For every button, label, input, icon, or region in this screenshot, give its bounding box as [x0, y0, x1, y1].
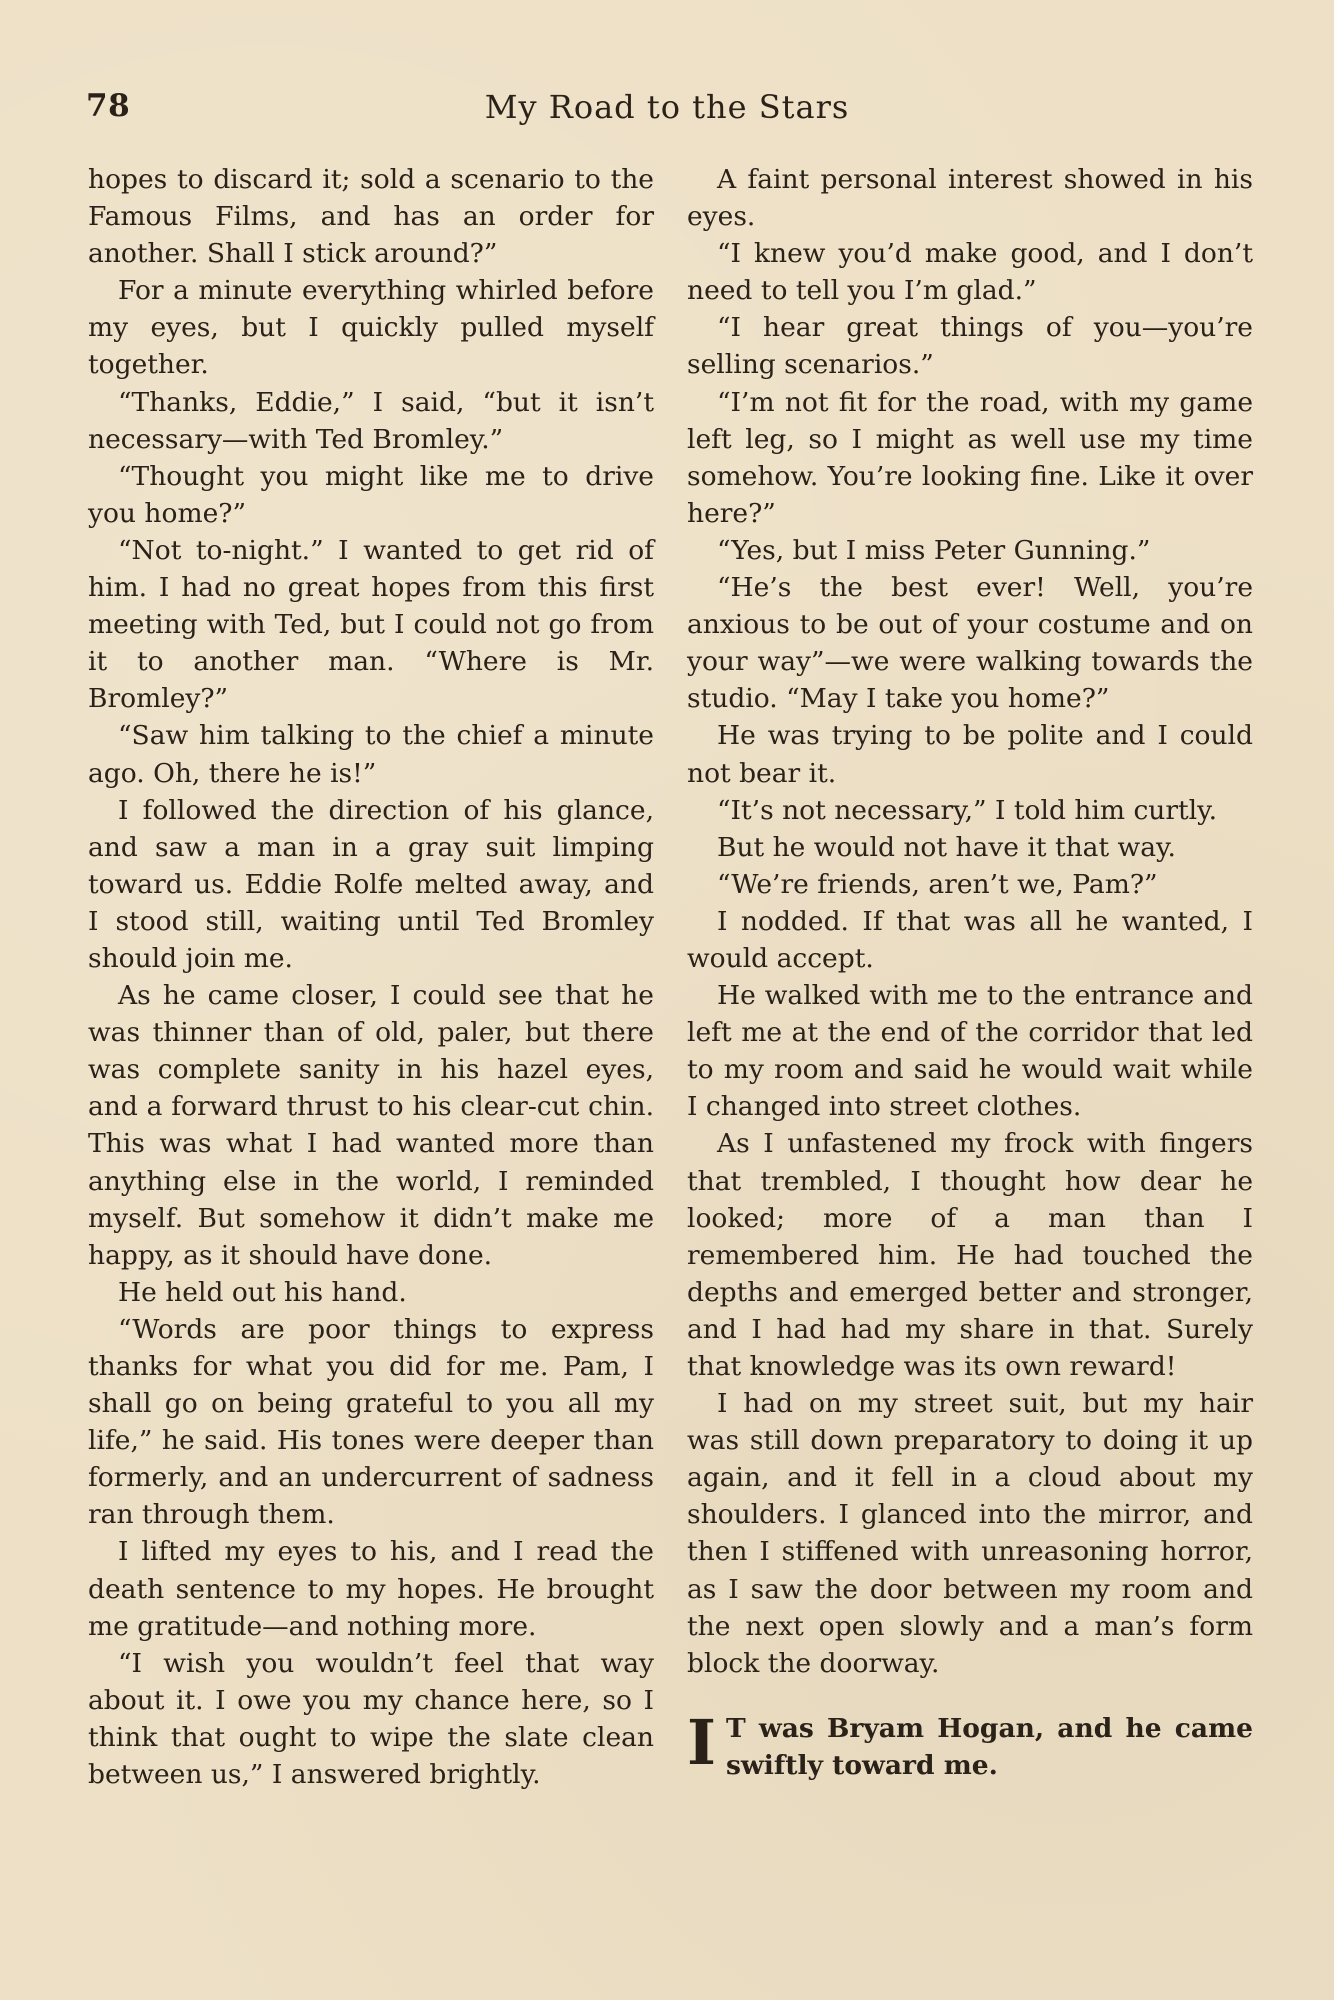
paragraph: For a minute everything whirled before my eyes, but I quickly pulled myself together. — [88, 275, 654, 381]
paragraph: As he came closer, I could see that he was thinner than of old, paler, but there was complete sanity in his hazel eyes, and a forward thrust to his clear-cut chin. This was what I had wanted more than anything else in the world, I reminded myself. But somehow it didn’t make me happy, as it should have done. — [88, 980, 654, 1271]
paragraph: “We’re friends, aren’t we, Pam?” — [717, 868, 1158, 900]
paragraph: “Thanks, Eddie,” I said, “but it isn’t necessary—with Ted Bromley.” — [88, 386, 654, 455]
paragraph: But he would not have it that way. — [717, 831, 1176, 863]
paragraph: “I wish you wouldn’t feel that way about it. I owe you my chance here, so I think that ought to wipe the slate clean between us,” I answered brightly. — [88, 1647, 654, 1791]
page-header — [86, 88, 1248, 132]
paragraph: I lifted my eyes to his, and I read the death sentence to my hopes. He brought me gratitude—and nothing more. — [88, 1536, 654, 1642]
paragraph: He held out his hand. — [118, 1276, 407, 1308]
drop-cap: I — [687, 1705, 717, 1779]
paragraph: “It’s not necessary,” I told him curtly. — [717, 794, 1218, 826]
paragraph: “Thought you might like me to drive you home?” — [88, 460, 654, 529]
running-title: My Road to the Stars — [484, 88, 850, 126]
paragraph: “He’s the best ever! Well, you’re anxious to be out of your costume and on your way”—we were walking towards the studio. “May I take you home?” — [687, 572, 1253, 715]
paragraph: He was trying to be polite and I could not bear it. — [687, 720, 1253, 789]
paragraph: “I’m not fit for the road, with my game left leg, so I might as well use my time somehow. You’re looking fine. Like it over here?” — [687, 386, 1253, 529]
paragraph: I nodded. If that was all he wanted, I would accept. — [687, 905, 1253, 974]
left-column — [88, 161, 654, 1793]
paragraph: hopes to discard it; sold a scenario to the Famous Films, and has an order for another. Shall I stick around?” — [88, 164, 654, 270]
section-opening-text: T was Bryam Hogan, and he came swiftly toward me. — [726, 1712, 1253, 1781]
paragraph: “I hear great things of you—you’re selling scenarios.” — [687, 312, 1253, 381]
paragraph: I followed the direction of his glance, and saw a man in a gray suit limping toward us. Eddie Rolfe melted away, and I stood still, waiting until Ted Bromley should join me. — [88, 794, 654, 974]
right-column — [687, 161, 1253, 1784]
paragraph: “Yes, but I miss Peter Gunning.” — [717, 534, 1151, 566]
paragraph: As I unfastened my frock with fingers that trembled, I thought how dear he looked; more of a man than I remembered him. He had touched the depths and emerged better and stronger, and I had had my share in that. Surely that knowledge was its own reward! — [687, 1128, 1253, 1382]
paragraph: “I knew you’d make good, and I don’t need to tell you I’m glad.” — [687, 238, 1253, 307]
paragraph: He walked with me to the entrance and left me at the end of the corridor that led to my room and said he would wait while I changed into street clothes. — [687, 980, 1253, 1123]
paragraph: “Saw him talking to the chief a minute ago. Oh, there he is!” — [88, 720, 654, 789]
page-number: 78 — [86, 88, 131, 124]
paragraph: “Not to-night.” I wanted to get rid of him. I had no great hopes from this first meeting with Ted, but I could not go from it to another man. “Where is Mr. Bromley?” — [88, 534, 654, 715]
paragraph: “Words are poor things to express thanks for what you did for me. Pam, I shall go on being grateful to you all my life,” he said. His tones were deeper than formerly, and an undercurrent of sadness ran through them. — [88, 1313, 654, 1531]
section-opening-paragraph — [687, 1705, 1253, 1784]
paragraph: A faint personal interest showed in his eyes. — [687, 164, 1253, 233]
paragraph: I had on my street suit, but my hair was still down preparatory to doing it up again, and it fell in a cloud about my shoulders. I glanced into the mirror, and then I stiffened with unreasoning horror, as I saw the door between my room and the next open slowly and a man’s form block the doorway. — [687, 1388, 1253, 1679]
